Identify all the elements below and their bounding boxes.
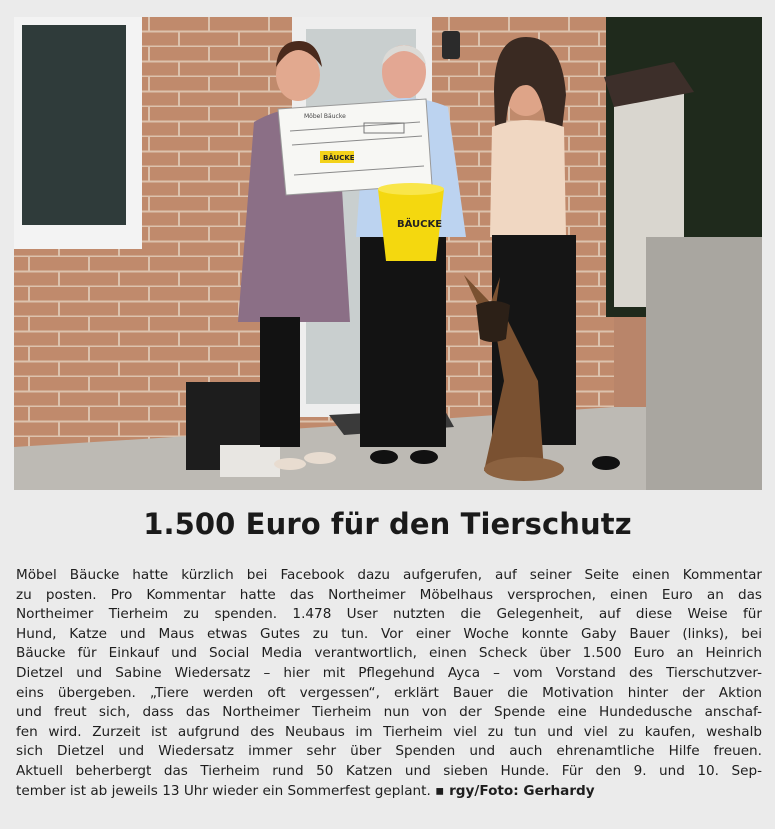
- photo-scene: [14, 17, 762, 490]
- article-line: eins übergeben. „Tiere werden oft vergessen“, erklärt Bauer die Motivation hinter der Aktion: [16, 684, 762, 701]
- article-line: fen wird. Zurzeit ist aufgrund des Neubaus im Tierheim viel zu tun und viel zu kaufen, weshalb: [16, 723, 762, 740]
- article-photo: [14, 17, 762, 490]
- article-line: zu posten. Pro Kommentar hatte das Northeimer Möbelhaus versprochen, einen Euro an das: [16, 586, 762, 603]
- concrete-block: [646, 237, 762, 490]
- cheque: [278, 99, 432, 195]
- article-line: Bäucke für Einkauf und Social Media verantwortlich, einen Scheck über 1.500 Euro an Heinrich: [16, 645, 762, 662]
- cheque-header: Möbel Bäucke: [304, 113, 346, 120]
- article-line: Möbel Bäucke hatte kürzlich bei Facebook dazu aufgerufen, auf seiner Seite einen Kommentar: [16, 567, 762, 583]
- article-last-line-text: tember ist ab jeweils 13 Uhr wieder ein Sommerfest geplant.: [16, 782, 431, 799]
- article-line: sich Dietzel und Wiedersatz immer sehr über Spenden und auch ehrenamtliche Hilfe freuen.: [16, 743, 762, 760]
- article-line: Dietzel und Sabine Wiedersatz – hier mit Pflegehund Ayca – vom Vorstand des Tierschutzver-: [16, 664, 762, 681]
- article-last-line: [16, 782, 762, 802]
- article-line: Aktuell beherbergt das Tierheim rund 50 Katzen und sieben Hunde. Für den 9. und 10. Sep-: [16, 762, 762, 779]
- article-line: und freut sich, dass das Northeimer Tierheim nun von der Spende eine Hundedusche anschaf-: [16, 704, 762, 721]
- cheque-brand: BÄUCKE: [323, 154, 355, 162]
- article-headline: 1.500 Euro für den Tierschutz: [143, 507, 632, 541]
- wall-lamp: [442, 31, 460, 59]
- article-line: Northeimer Tierheim zu spenden. 1.478 User nutzten die Gelegenheit, auf diese Weise für: [16, 606, 762, 623]
- photo-credit: ▪ rgy/Foto: Gerhardy: [435, 782, 595, 799]
- yellow-bucket: [378, 183, 444, 261]
- article-line: Hund, Katze und Maus etwas Gutes zu tun. Vor einer Woche konnte Gaby Bauer (links), bei: [16, 625, 762, 642]
- bucket-label: BÄUCKE: [397, 219, 443, 230]
- article-body: [16, 566, 762, 801]
